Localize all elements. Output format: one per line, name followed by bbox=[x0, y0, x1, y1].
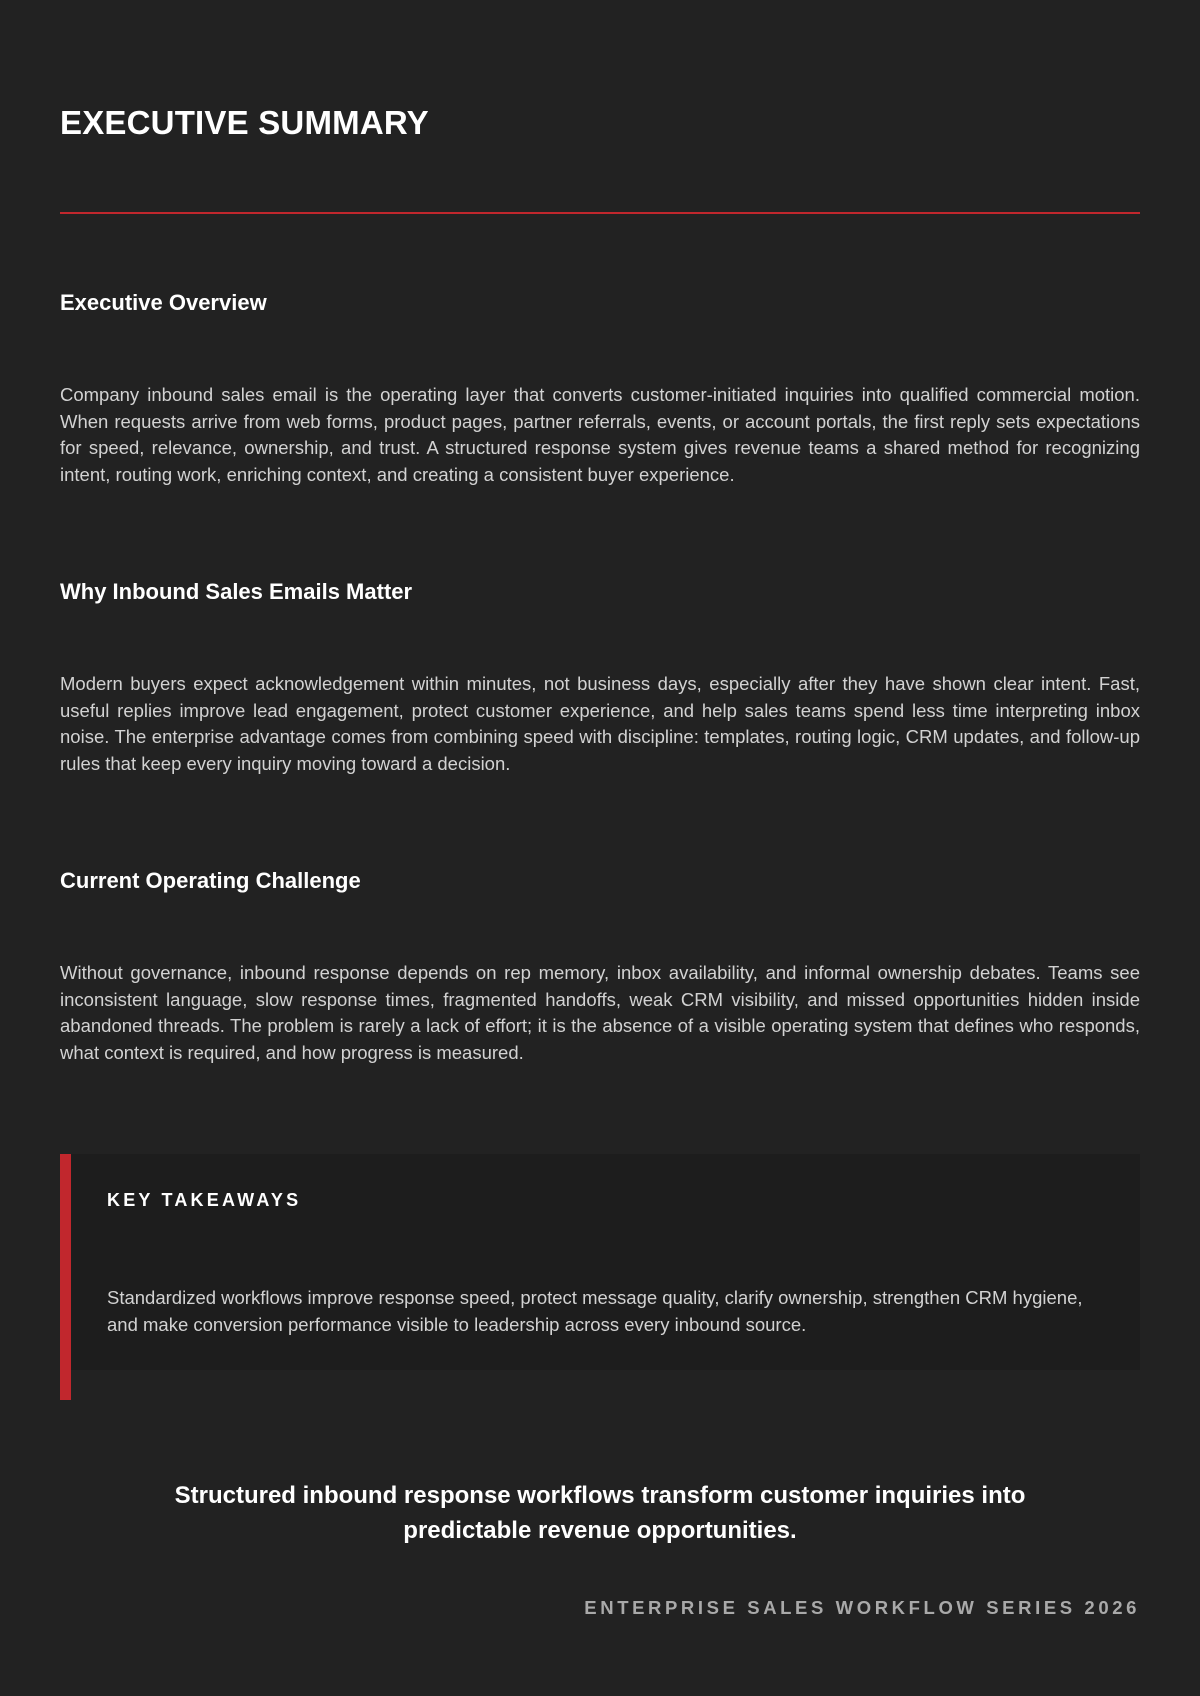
section-heading-current-challenge: Current Operating Challenge bbox=[60, 868, 361, 893]
section-heading-why-inbound-matters: Why Inbound Sales Emails Matter bbox=[60, 579, 413, 604]
section-heading-executive-overview: Executive Overview bbox=[60, 290, 267, 315]
section-body-why-inbound-matters: Modern buyers expect acknowledgement within minutes, not business days, especially after they have shown clear intent. Fast, useful replies improve lead engagement, protect customer experience, and help sales teams spend less time interpreting inbox noise. The enterprise advantage comes from combining speed with discipline: templates, routing logic, CRM updates, and follow-up rules that keep every inquiry moving toward a decision. bbox=[60, 673, 1140, 774]
key-takeaways-callout bbox=[60, 1154, 1140, 1400]
page-title: EXECUTIVE SUMMARY bbox=[60, 104, 429, 141]
title-divider bbox=[60, 212, 1140, 214]
key-takeaways-text: Standardized workflows improve response speed, protect message quality, clarify ownership, strengthen CRM hygiene, and make conversion performance visible to leadership across every inbound source. bbox=[107, 1287, 1083, 1335]
section-body-executive-overview: Company inbound sales email is the operating layer that converts customer-initiated inquiries into qualified commercial motion. When requests arrive from web forms, product pages, partner referrals, events, or account portals, the first reply sets expectations for speed, relevance, ownership, and trust. A structured response system gives revenue teams a shared method for recognizing intent, routing work, enriching context, and creating a consistent buyer experience. bbox=[60, 384, 1140, 485]
key-takeaways-label: KEY TAKEAWAYS bbox=[107, 1190, 302, 1210]
callout-panel bbox=[71, 1154, 1140, 1370]
footer-series-label: ENTERPRISE SALES WORKFLOW SERIES 2026 bbox=[584, 1597, 1140, 1618]
closing-statement: Structured inbound response workflows transform customer inquiries into predictable revenue opportunities. bbox=[174, 1482, 1026, 1544]
section-body-current-challenge: Without governance, inbound response depends on rep memory, inbox availability, and informal ownership debates. Teams see inconsistent language, slow response times, fragmented handoffs, weak CRM visibility, and missed opportunities hidden inside abandoned threads. The problem is rarely a lack of effort; it is the absence of a visible operating system that defines who responds, what context is required, and how progress is measured. bbox=[60, 962, 1140, 1063]
callout-accent-bar bbox=[60, 1154, 71, 1400]
